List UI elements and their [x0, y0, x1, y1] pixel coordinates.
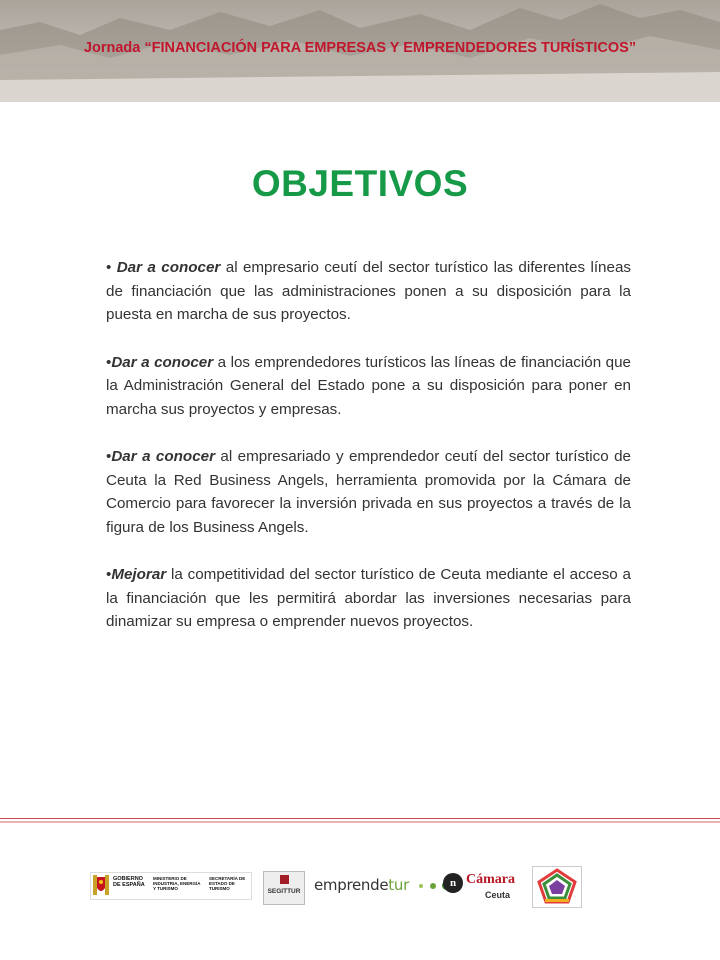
camara-name: Cámara	[466, 872, 515, 887]
red-business-angels-logo	[532, 866, 582, 908]
page-title: OBJETIVOS	[251, 163, 469, 204]
segittur-icon	[280, 875, 289, 884]
coat-of-arms-icon	[93, 875, 109, 895]
camara-ceuta-logo	[441, 869, 523, 903]
pentagon-logo-icon	[533, 867, 581, 907]
bullet: •	[106, 353, 112, 371]
emprendetur-main: emprende	[314, 876, 389, 894]
camara-city: Ceuta	[485, 890, 511, 900]
header-banner	[0, 0, 720, 102]
footer-divider	[0, 818, 720, 823]
bullet: •	[106, 259, 112, 276]
event-title: Jornada “FINANCIACIÓN PARA EMPRESAS Y EMPRENDEDORES TURÍSTICOS”	[83, 40, 637, 56]
sponsor-logos	[0, 864, 720, 910]
objective-text: al empresario ceutí del sector turístico las diferentes líneas de financiación que las administraciones ponen a su disposición para la puesta en marcha de sus proyectos.	[106, 259, 631, 323]
objective-lead: Mejorar	[111, 566, 167, 583]
objective-lead: Dar a conocer	[116, 259, 221, 276]
camara-badge-icon: n	[443, 873, 463, 893]
segittur-logo	[263, 871, 305, 905]
objective-text: la competitividad del sector turístico de Ceuta mediante el acceso a la financiación que les permitirá abordar las inversiones necesarias para dinamizar su empresa o emprender nuevos proyectos.	[106, 566, 631, 630]
objective-lead: Dar a conocer	[111, 448, 216, 465]
ministerio-label: MINISTERIO DE INDUSTRIA, ENERGÍA Y TURISMO	[153, 876, 201, 891]
secretaria-label: SECRETARÍA DE ESTADO DE TURISMO	[209, 876, 246, 891]
gobierno-espana-logo	[90, 872, 252, 900]
objective-item	[106, 256, 631, 327]
objective-item	[106, 445, 631, 539]
objective-lead: Dar a conocer	[111, 353, 214, 371]
bullet: •	[106, 448, 112, 465]
objective-item	[106, 563, 631, 634]
bullet: •	[106, 566, 112, 583]
segittur-label: SEGITTUR	[267, 888, 301, 895]
emprendetur-logo	[314, 876, 451, 898]
objective-text: a los emprendedores turísticos las líneas de financiación que la Administración General del Estado pone a su disposición para poner en marcha sus proyectos y empresas.	[106, 353, 631, 418]
emprendetur-suffix: tur	[388, 876, 409, 894]
objective-item	[106, 351, 631, 422]
objective-text: al empresariado y emprendedor ceutí del sector turístico de Ceuta la Red Business Angels, herramienta promovida por la Cámara de Comercio para favorecer la inversión privada en sus proyectos a través de la figura de los Business Angels.	[106, 448, 631, 536]
objectives-list	[106, 256, 631, 658]
gobierno-label: GOBIERNO DE ESPAÑA	[113, 876, 145, 888]
